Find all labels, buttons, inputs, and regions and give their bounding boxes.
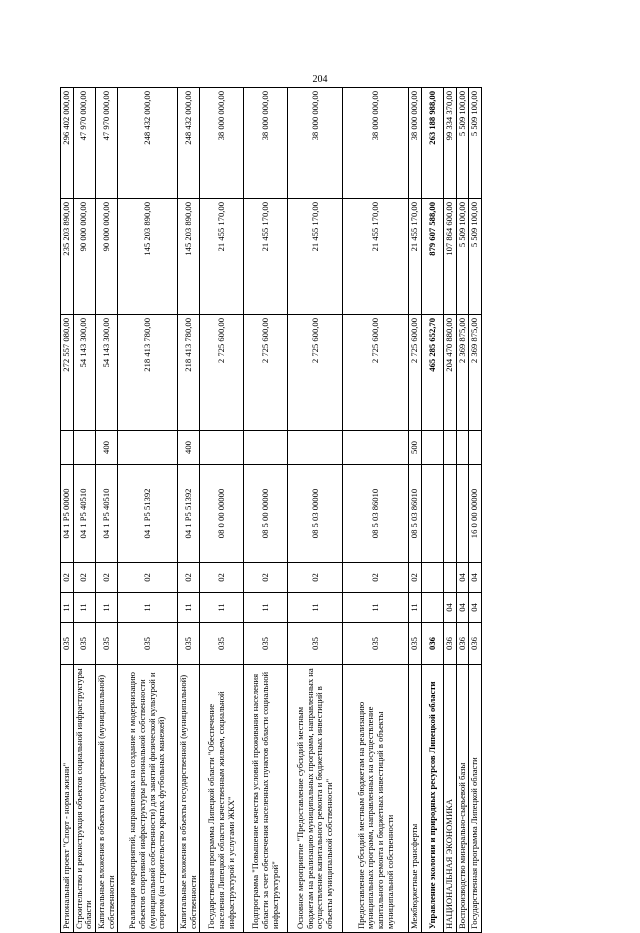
expense-type-code: [200, 431, 244, 465]
ministry-code: 035: [244, 623, 288, 665]
subsection-code: 02: [61, 563, 74, 593]
row-name: Государственная программа Липецкой области: [469, 665, 482, 933]
subsection-code: 02: [200, 563, 244, 593]
target-item-code: 04 1 P5 51392: [118, 465, 178, 563]
row-name: Реализация мероприятий, направленных на создание и модернизацию объектов спортивной инфраструктуры региональной собственности (муниципальной собственности) для занятий физической культурой и спортом (на строительство крытых футбольных манежей): [118, 665, 178, 933]
amount-year-2: 21 455 170,00: [200, 199, 244, 315]
table-row: [343, 88, 409, 933]
page-number: 204: [312, 74, 328, 85]
target-item-code: 04 1 P5 40510: [95, 465, 117, 563]
amount-year-1: 54 143 300,00: [73, 315, 95, 431]
ministry-code: 036: [456, 623, 469, 665]
expense-type-code: [422, 431, 444, 465]
amount-year-1: 2 725 600,00: [409, 315, 422, 431]
table-row: [288, 88, 343, 933]
amount-year-2: 235 203 890,00: [61, 199, 74, 315]
table-row: [244, 88, 288, 933]
target-item-code: 04 1 P5 40510: [73, 465, 95, 563]
amount-year-1: 218 413 780,00: [118, 315, 178, 431]
table-row: [118, 88, 178, 933]
amount-year-3: 38 000 000,00: [288, 88, 343, 199]
row-name: Капитальные вложения в объекты государственной (муниципальной) собственности: [95, 665, 117, 933]
amount-year-1: 2 725 600,00: [288, 315, 343, 431]
subsection-code: 02: [178, 563, 200, 593]
expense-type-code: 400: [178, 431, 200, 465]
ministry-code: 035: [200, 623, 244, 665]
section-code: 11: [95, 593, 117, 623]
target-item-code: 04 1 P5 00000: [61, 465, 74, 563]
amount-year-2: 879 607 588,00: [422, 199, 444, 315]
row-name: Межбюджетные трансферты: [409, 665, 422, 933]
table-row: [422, 88, 444, 933]
amount-year-1: 2 369 875,00: [469, 315, 482, 431]
section-code: 11: [288, 593, 343, 623]
amount-year-2: 145 203 890,00: [178, 199, 200, 315]
amount-year-2: 21 455 170,00: [409, 199, 422, 315]
subsection-code: 02: [288, 563, 343, 593]
expense-type-code: [244, 431, 288, 465]
table-row: [61, 88, 74, 933]
subsection-code: [422, 563, 444, 593]
amount-year-2: 107 864 600,00: [444, 199, 457, 315]
amount-year-2: 21 455 170,00: [244, 199, 288, 315]
table-row: [469, 88, 482, 933]
ministry-code: 035: [178, 623, 200, 665]
ministry-code: 036: [469, 623, 482, 665]
row-name: Управление экологии и природных ресурсов Липецкой области: [422, 665, 444, 933]
ministry-code: 036: [444, 623, 457, 665]
amount-year-1: 204 470 880,00: [444, 315, 457, 431]
table-row: [444, 88, 457, 933]
section-code: 11: [343, 593, 409, 623]
subsection-code: 02: [95, 563, 117, 593]
budget-table: [60, 87, 482, 933]
expense-type-code: [444, 431, 457, 465]
table-row: [178, 88, 200, 933]
target-item-code: 16 0 00 00000: [469, 465, 482, 563]
target-item-code: 08 5 03 00000: [288, 465, 343, 563]
amount-year-3: 263 188 988,00: [422, 88, 444, 199]
section-code: 04: [444, 593, 457, 623]
amount-year-1: 54 143 300,00: [95, 315, 117, 431]
expense-type-code: [288, 431, 343, 465]
target-item-code: 08 0 00 00000: [200, 465, 244, 563]
subsection-code: 04: [456, 563, 469, 593]
row-name: Подпрограмма "Повышение качества условий проживания населения области за счет обеспечения населенных пунктов области социальной инфраструктурой": [244, 665, 288, 933]
subsection-code: 02: [244, 563, 288, 593]
amount-year-2: 21 455 170,00: [343, 199, 409, 315]
amount-year-3: 38 000 000,00: [409, 88, 422, 199]
amount-year-3: 5 509 100,00: [469, 88, 482, 199]
section-code: 11: [73, 593, 95, 623]
amount-year-3: 5 509 100,00: [456, 88, 469, 199]
row-name: Капитальные вложения в объекты государственной (муниципальной) собственности: [178, 665, 200, 933]
amount-year-1: 2 369 875,00: [456, 315, 469, 431]
subsection-code: 02: [409, 563, 422, 593]
row-name: Государственная программа Липецкой области "Обеспечение населения Липецкой области качественным жильем, социальной инфраструктурой и услугами ЖКХ": [200, 665, 244, 933]
expense-type-code: 400: [95, 431, 117, 465]
amount-year-3: 38 000 000,00: [343, 88, 409, 199]
target-item-code: [422, 465, 444, 563]
section-code: 11: [61, 593, 74, 623]
expense-type-code: [73, 431, 95, 465]
target-item-code: 04 1 P5 51392: [178, 465, 200, 563]
subsection-code: 04: [469, 563, 482, 593]
amount-year-1: 2 725 600,00: [343, 315, 409, 431]
section-code: 04: [469, 593, 482, 623]
section-code: 11: [200, 593, 244, 623]
subsection-code: 02: [118, 563, 178, 593]
ministry-code: 035: [73, 623, 95, 665]
amount-year-3: 248 432 000,00: [178, 88, 200, 199]
section-code: 11: [118, 593, 178, 623]
target-item-code: 08 5 03 86010: [409, 465, 422, 563]
amount-year-1: 2 725 600,00: [200, 315, 244, 431]
amount-year-3: 38 000 000,00: [200, 88, 244, 199]
target-item-code: [456, 465, 469, 563]
section-code: 11: [244, 593, 288, 623]
table-row: [200, 88, 244, 933]
row-name: НАЦИОНАЛЬНАЯ ЭКОНОМИКА: [444, 665, 457, 933]
amount-year-3: 296 402 000,00: [61, 88, 74, 199]
row-name: Строительство и реконструкция объектов социальной инфраструктуры области: [73, 665, 95, 933]
table-row: [409, 88, 422, 933]
amount-year-1: 2 725 600,00: [244, 315, 288, 431]
amount-year-1: 465 285 652,70: [422, 315, 444, 431]
table-row: [456, 88, 469, 933]
expense-type-code: 500: [409, 431, 422, 465]
expense-type-code: [469, 431, 482, 465]
ministry-code: 035: [343, 623, 409, 665]
target-item-code: 08 5 00 00000: [244, 465, 288, 563]
expense-type-code: [61, 431, 74, 465]
amount-year-2: 145 203 890,00: [118, 199, 178, 315]
amount-year-3: 99 334 370,00: [444, 88, 457, 199]
amount-year-1: 218 413 780,00: [178, 315, 200, 431]
amount-year-3: 47 970 000,00: [73, 88, 95, 199]
amount-year-3: 248 432 000,00: [118, 88, 178, 199]
ministry-code: 035: [118, 623, 178, 665]
row-name: Воспроизводство минерально-сырьевой базы: [456, 665, 469, 933]
amount-year-2: 5 509 100,00: [469, 199, 482, 315]
subsection-code: [444, 563, 457, 593]
expense-type-code: [456, 431, 469, 465]
ministry-code: 036: [422, 623, 444, 665]
section-code: 11: [178, 593, 200, 623]
table-row: [95, 88, 117, 933]
ministry-code: 035: [409, 623, 422, 665]
amount-year-2: 90 000 000,00: [95, 199, 117, 315]
expense-type-code: [343, 431, 409, 465]
row-name: Основное мероприятие "Предоставление субсидий местным бюджетам на реализацию муниципальных программ, направленных на осуществление капитального ремонта и бюджетных инвестиций в объекты муниципальной собственности": [288, 665, 343, 933]
expense-type-code: [118, 431, 178, 465]
row-name: Предоставление субсидий местным бюджетам на реализацию муниципальных программ, направленных на осуществление капитального ремонта и бюджетных инвестиций в объекты муниципальной собственности: [343, 665, 409, 933]
amount-year-2: 5 509 100,00: [456, 199, 469, 315]
subsection-code: 02: [343, 563, 409, 593]
section-code: 11: [409, 593, 422, 623]
section-code: [422, 593, 444, 623]
ministry-code: 035: [61, 623, 74, 665]
amount-year-3: 47 970 000,00: [95, 88, 117, 199]
subsection-code: 02: [73, 563, 95, 593]
amount-year-3: 38 000 000,00: [244, 88, 288, 199]
ministry-code: 035: [288, 623, 343, 665]
table-row: [73, 88, 95, 933]
target-item-code: [444, 465, 457, 563]
section-code: 04: [456, 593, 469, 623]
budget-table-sheet: [60, 88, 585, 933]
ministry-code: 035: [95, 623, 117, 665]
amount-year-2: 90 000 000,00: [73, 199, 95, 315]
amount-year-1: 272 557 080,00: [61, 315, 74, 431]
row-name: Региональный проект "Спорт - норма жизни": [61, 665, 74, 933]
amount-year-2: 21 455 170,00: [288, 199, 343, 315]
target-item-code: 08 5 03 86010: [343, 465, 409, 563]
